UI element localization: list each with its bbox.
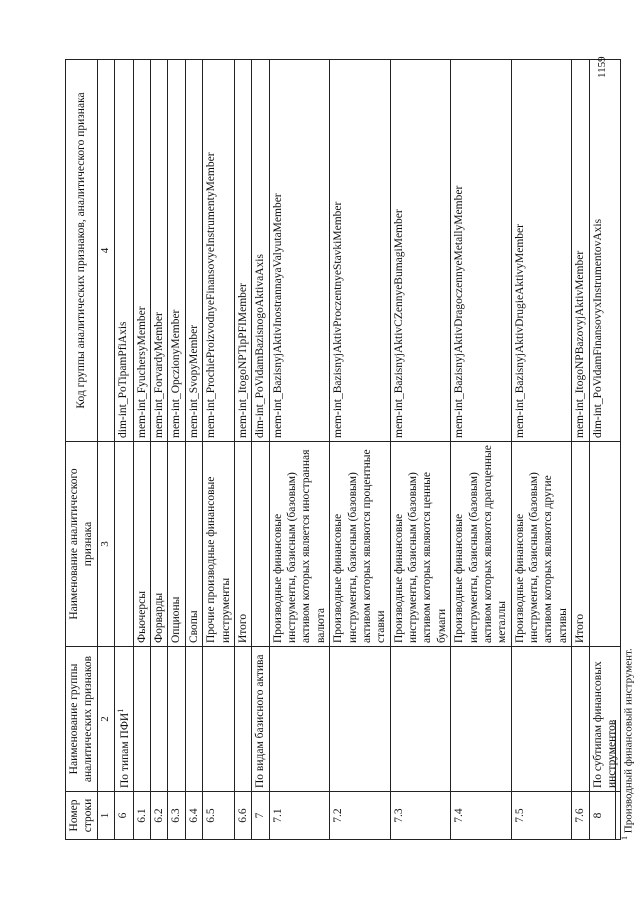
table-row <box>252 60 269 840</box>
feature-code: dim-int_PoTipamPfiAxis <box>114 60 133 442</box>
feature-name: Итого <box>572 442 589 647</box>
group-name <box>451 647 512 792</box>
header-group-name: Наименование группы аналитических признаков <box>66 647 98 792</box>
row-number: 6.4 <box>185 792 202 840</box>
feature-code: mem-int_BazisnyjAktivDragoczennyeMetallyMember <box>451 60 512 442</box>
feature-code: mem-int_SvopyMember <box>185 60 202 442</box>
group-name <box>234 647 251 792</box>
feature-name: Производные финансовые инструменты, базисным (базовым) активом которых являются процентные ставки <box>330 442 391 647</box>
table-row <box>589 60 621 840</box>
row-number: 7.6 <box>572 792 589 840</box>
feature-code: mem-int_ItogoNPTipPFIMember <box>234 60 251 442</box>
feature-name: Форварды <box>151 442 168 647</box>
group-name <box>390 647 451 792</box>
row-number: 6.5 <box>203 792 235 840</box>
feature-name: Производные финансовые инструменты, базисным (базовым) активом которых являются драгоценные металлы <box>451 442 512 647</box>
row-number: 7.2 <box>330 792 391 840</box>
footnote-text: Производный финансовый инструмент. <box>622 648 635 834</box>
group-name-text: По видам базисного актива <box>254 654 267 788</box>
row-number: 7 <box>252 792 269 840</box>
table-row <box>269 60 330 840</box>
feature-code: mem-int_BazisnyjAktivInostrannayaValyutaMember <box>269 60 330 442</box>
page-number <box>596 48 626 88</box>
row-number: 7.5 <box>511 792 572 840</box>
table-row <box>330 60 391 840</box>
header-row-number: Номер строки <box>66 792 98 840</box>
feature-name: Опционы <box>168 442 185 647</box>
feature-code: dim-int_PoVidamFinansovyxInstrumentovAxis <box>589 60 621 442</box>
footnote-ref: 1 <box>115 708 125 713</box>
row-number: 7.4 <box>451 792 512 840</box>
feature-name: Производные финансовые инструменты, базисным (базовым) активом которых является иностранная валюта <box>269 442 330 647</box>
row-number: 6.2 <box>151 792 168 840</box>
table-row <box>390 60 451 840</box>
feature-code: mem-int_BazisnyjAktivCZennyeBumagiMember <box>390 60 451 442</box>
table-row <box>234 60 251 840</box>
group-name <box>151 647 168 792</box>
row-number: 6.1 <box>133 792 150 840</box>
header-code: Код группы аналитических признаков, аналитического признака <box>66 60 98 442</box>
group-name <box>511 647 572 792</box>
feature-name: Прочие производные финансовые инструменты <box>203 442 235 647</box>
footnote <box>620 648 635 840</box>
footnote-marker: 1 <box>620 836 629 840</box>
row-number: 6.6 <box>234 792 251 840</box>
page-number-text: 1159 <box>596 56 608 78</box>
analytic-features-table <box>65 59 621 840</box>
header-feature-name: Наименование аналитического признака <box>66 442 98 647</box>
table-row <box>185 60 202 840</box>
group-name <box>185 647 202 792</box>
group-name-text: По субтипам финансовых инструментов <box>591 661 618 788</box>
feature-name <box>589 442 621 647</box>
table-row <box>572 60 589 840</box>
feature-name: Производные финансовые инструменты, базисным (базовым) активом которых являются другие активы <box>511 442 572 647</box>
feature-code: mem-int_FyuchersyMember <box>133 60 150 442</box>
table-body <box>114 60 621 840</box>
feature-name <box>114 442 133 647</box>
group-name <box>133 647 150 792</box>
group-name <box>252 647 269 792</box>
col-number-3: 3 <box>97 442 114 647</box>
feature-code: mem-int_ProchieProizvodnyeFinansovyeInstrumentyMember <box>203 60 235 442</box>
group-name <box>114 647 133 792</box>
feature-name: Итого <box>234 442 251 647</box>
col-number-2: 2 <box>97 647 114 792</box>
group-name <box>269 647 330 792</box>
group-name <box>330 647 391 792</box>
group-name <box>572 647 589 792</box>
footnote-divider <box>615 720 616 840</box>
feature-name: Фьючерсы <box>133 442 150 647</box>
table-row <box>511 60 572 840</box>
table-row <box>168 60 185 840</box>
table-row <box>114 60 133 840</box>
feature-name <box>252 442 269 647</box>
table-row <box>133 60 150 840</box>
group-name-text: По типам ПФИ <box>118 712 131 788</box>
feature-code: mem-int_BazisnyjAktivProczentnyeStavkiMember <box>330 60 391 442</box>
table-row <box>203 60 235 840</box>
col-number-4: 4 <box>97 60 114 442</box>
feature-code: mem-int_ItogoNPBazovyjAktivMember <box>572 60 589 442</box>
feature-name: Свопы <box>185 442 202 647</box>
group-name <box>589 647 621 792</box>
group-name <box>168 647 185 792</box>
feature-code: dim-int_PoVidamBazisnogoAktivaAxis <box>252 60 269 442</box>
row-number: 8 <box>589 792 621 840</box>
row-number: 7.3 <box>390 792 451 840</box>
feature-name: Производные финансовые инструменты, базисным (базовым) активом которых являются ценные бумаги <box>390 442 451 647</box>
group-name <box>203 647 235 792</box>
feature-code: mem-int_OpczionyMember <box>168 60 185 442</box>
row-number: 6.3 <box>168 792 185 840</box>
col-number-1: 1 <box>97 792 114 840</box>
row-number: 6 <box>114 792 133 840</box>
feature-code: mem-int_BazisnyjAktivDrugieAktivyMember <box>511 60 572 442</box>
table-row <box>451 60 512 840</box>
feature-code: mem-int_ForvardyMember <box>151 60 168 442</box>
table-row <box>151 60 168 840</box>
row-number: 7.1 <box>269 792 330 840</box>
